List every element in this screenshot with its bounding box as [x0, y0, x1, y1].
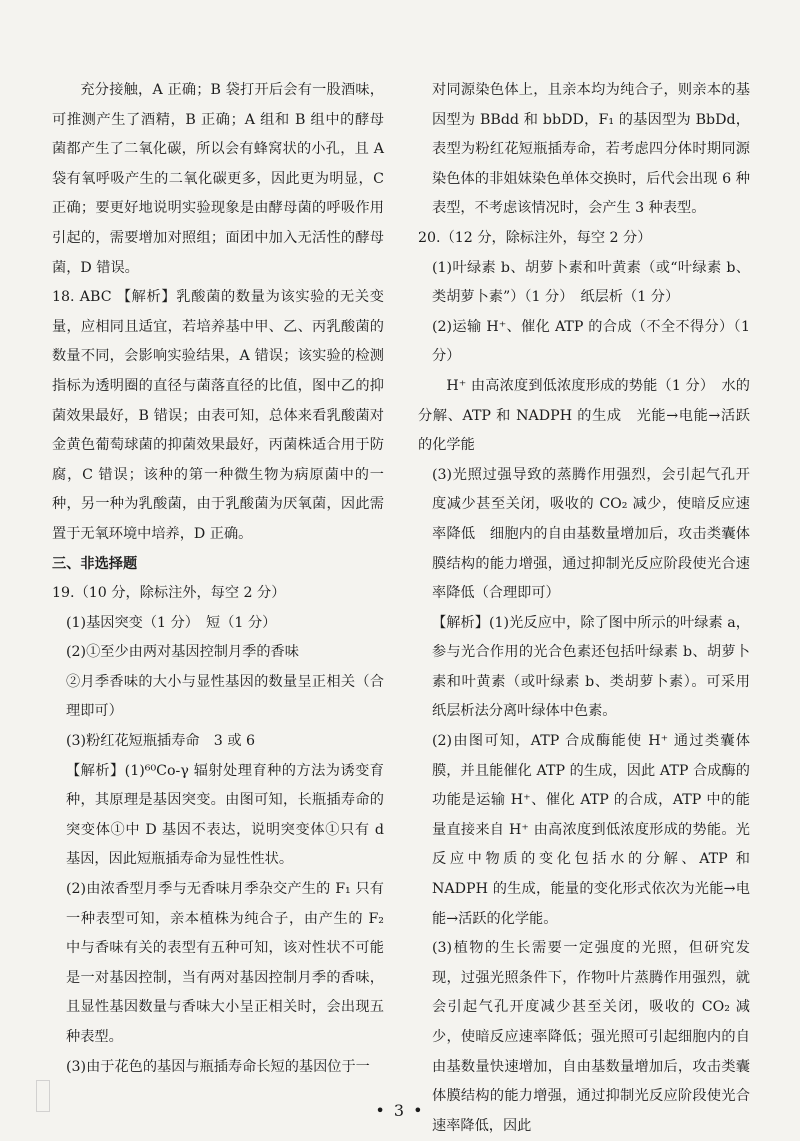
right-paragraph-4: H⁺ 由高浓度到低浓度形成的势能（1 分） 水的分解、ATP 和 NADPH 的生成 光能→电能→活跃的化学能 — [418, 377, 750, 454]
right-paragraph-6: 【解析】(1)光反应中，除了图中所示的叶绿素 a，参与光合作用的光合色素还包括叶绿素 b、胡萝卜素和叶黄素（或叶绿素 b、类胡萝卜素）。可采用纸层析法分离叶绿体中色素。 — [432, 614, 750, 720]
left-paragraph-4: (1)基因突变（1 分） 短（1 分） — [66, 614, 277, 631]
left-paragraph-0: 充分接触，A 正确；B 袋打开后会有一股酒味，可推测产生了酒精，B 正确；A 组和 B 组中的酵母菌都产生了二氧化碳，所以会有蜂窝状的小孔，且 A 袋有氧呼吸产生的二氧化碳更多，因此更为明显，C 正确；要更好地说明实验现象是由酵母菌的呼吸作用引起的，需要增加对照组；面团中加入无活性的酵母菌，D 错误。 — [52, 82, 384, 276]
left-paragraph-9: (2)由浓香型月季与无香味月季杂交产生的 F₁ 只有一种表型可知，亲本植株为纯合子，由产生的 F₂ 中与香味有关的表型有五种可知，该对性状不可能是一对基因控制，当有两对基因控制月季的香味，且显性基因数量与香味大小呈正相关时，会出现五种表型。 — [66, 881, 384, 1045]
right-paragraph-8: (3)植物的生长需要一定强度的光照，但研究发现，过强光照条件下，作物叶片蒸腾作用强烈，就会引起气孔开度减少甚至关闭，吸收的 CO₂ 减少，使暗反应速率降低；强光照可引起细胞内的自由基数量快速增加，自由基数量增加后，攻击类囊体膜结构的能力增强，通过抑制光反应阶段使光合速率降低，因此 — [432, 940, 750, 1134]
right-paragraph-7: (2)由图可知，ATP 合成酶能使 H⁺ 通过类囊体膜，并且能催化 ATP 的生成，因此 ATP 合成酶的功能是运输 H⁺、催化 ATP 的合成，ATP 中的能量直接来自 H⁺ 由高浓度到低浓度形成的势能。光反应中物质的变化包括水的分解、ATP 和 NADPH 的生成，能量的变化形式依次为光能→电能→活跃的化学能。 — [432, 733, 750, 927]
right-paragraph-0: 对同源染色体上，且亲本均为纯合子，则亲本的基因型为 BBdd 和 bbDD，F₁ 的基因型为 BbDd，表型为粉红花短瓶插寿命，若考虑四分体时期同源染色体的非姐妹染色单体交换时，后代会出现 6 种表型，不考虑该情况时，会产生 3 种表型。 — [432, 82, 750, 217]
right-paragraph-5: (3)光照过强导致的蒸腾作用强烈，会引起气孔开度减少甚至关闭，吸收的 CO₂ 减少，使暗反应速率降低 细胞内的自由基数量增加后，攻击类囊体膜结构的能力增强，通过抑制光反应阶段使光合速率降低（合理即可） — [432, 466, 750, 602]
left-column — [52, 76, 384, 1082]
right-paragraph-1: 20.（12 分，除标注外，每空 2 分） — [418, 229, 652, 246]
page-number: • 3 • — [375, 1101, 425, 1120]
left-paragraph-2: 三、非选择题 — [52, 555, 138, 572]
left-paragraph-10: (3)由于花色的基因与瓶插寿命长短的基因位于一 — [66, 1058, 370, 1075]
left-paragraph-1: 18. ABC 【解析】乳酸菌的数量为该实验的无关变量，应相同且适宜，若培养基中甲、乙、丙乳酸菌的数量不同，会影响实验结果，A 错误；该实验的检测指标为透明圈的直径与菌落直径的比值，图中乙的抑菌效果最好，B 错误；由表可知，总体来看乳酸菌对金黄色葡萄球菌的抑菌效果最好，丙菌株适合用于防腐，C 错误；该种的第一种微生物为病原菌中的一种，另一种为乳酸菌，由于乳酸菌为厌氧菌，因此需置于无氧环境中培养，D 正确。 — [52, 289, 384, 542]
scan-edge-mark — [36, 1080, 50, 1112]
right-paragraph-3: (2)运输 H⁺、催化 ATP 的合成（不全不得分）（1 分） — [432, 318, 750, 365]
left-paragraph-6: ②月季香味的大小与显性基因的数量呈正相关（合理即可） — [66, 673, 384, 720]
right-column — [418, 76, 750, 1141]
left-paragraph-7: (3)粉红花短瓶插寿命 3 或 6 — [66, 733, 256, 750]
left-paragraph-3: 19.（10 分，除标注外，每空 2 分） — [52, 585, 286, 602]
right-paragraph-2: (1)叶绿素 b、胡萝卜素和叶黄素（或“叶绿素 b、类胡萝卜素”）（1 分） 纸层析（1 分） — [432, 259, 750, 306]
left-paragraph-8: 【解析】(1)⁶⁰Co-γ 辐射处理育种的方法为诱变育种，其原理是基因突变。由图可知，长瓶插寿命的突变体①中 D 基因不表达，说明突变体①只有 d 基因，因此短瓶插寿命为显性性状。 — [66, 762, 384, 868]
left-paragraph-5: (2)①至少由两对基因控制月季的香味 — [66, 644, 299, 661]
